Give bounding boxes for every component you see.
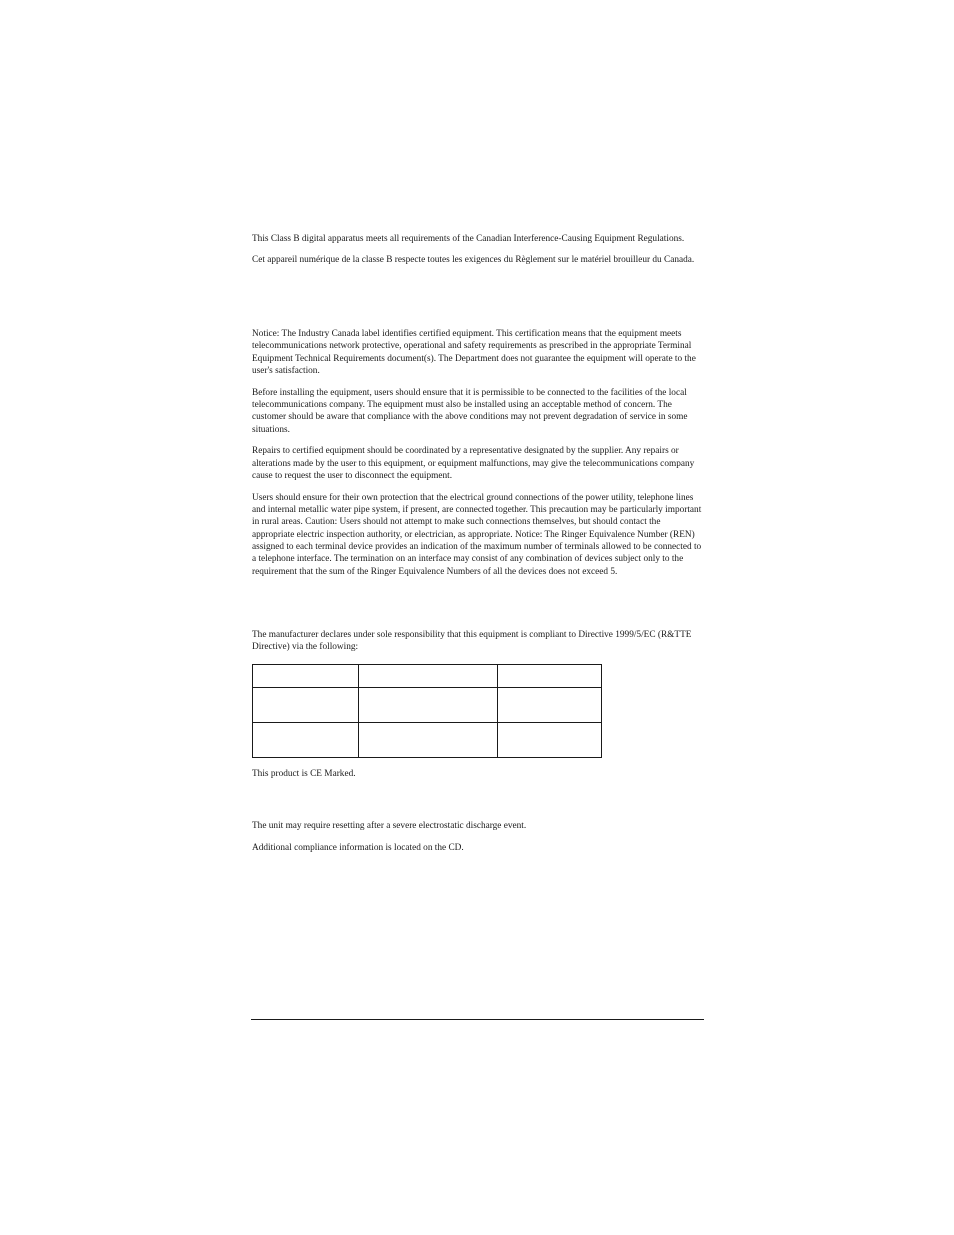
table-cell bbox=[498, 723, 602, 758]
table-cell bbox=[359, 665, 498, 688]
ce-declaration-section bbox=[252, 629, 704, 654]
grounding-ren-paragraph: Users should ensure for their own protection that the electrical ground connections of the power utility, telephone lines and internal metallic water pipe system, if present, are connected together. This precaution may be particularly important in rural areas. Caution: Users should not attempt to make such connections themselves, but should contact the appropriate electric inspection authority, or electrician, as appropriate. Notice: The Ringer Equivalence Number (REN) assigned to each terminal device provides an indication of the maximum number of terminals allowed to be connected to a telephone interface. The termination on an interface may consist of any combination of devices subject only to the requirement that the sum of the Ringer Equivalence Numbers of all the devices does not exceed 5. bbox=[252, 492, 702, 577]
esd-statement: The unit may require resetting after a severe electrostatic discharge event. bbox=[252, 821, 527, 831]
table-row bbox=[253, 665, 602, 688]
industry-canada-notice: Notice: The Industry Canada label identifies certified equipment. This certification means that the equipment meets telecommunications network protective, operational and safety requirements as prescribed in the appropriate Terminal Equipment Technical Requirements document(s). The Department does not guarantee the equipment will operate to the user's satisfaction. bbox=[252, 329, 696, 376]
canada-emc-french: Cet appareil numérique de la classe B respecte toutes les exigences du Règlement sur le matériel brouilleur du Canada. bbox=[252, 255, 695, 266]
ce-declaration-intro: The manufacturer declares under sole responsibility that this equipment is compliant to Directive 1999/5/EC (R&TTE Directive) via the following: bbox=[252, 630, 692, 653]
table-cell bbox=[359, 688, 498, 723]
table-cell bbox=[253, 665, 359, 688]
ce-marked-statement: This product is CE Marked. bbox=[252, 769, 356, 779]
compliance-standards-table bbox=[252, 664, 602, 758]
cd-statement: Additional compliance information is located on the CD. bbox=[252, 843, 464, 854]
installation-paragraph: Before installing the equipment, users should ensure that it is permissible to be connected to the facilities of the local telecommunications company. The equipment must also be installed using an acceptable method of concern. The customer should be aware that compliance with the above conditions may not prevent degradation of service in some situations. bbox=[252, 387, 688, 435]
footer-divider bbox=[251, 1019, 704, 1020]
table-row bbox=[253, 723, 602, 758]
table-cell bbox=[498, 665, 602, 688]
table-cell bbox=[253, 688, 359, 723]
canada-emc-section bbox=[252, 233, 704, 267]
industry-canada-section bbox=[252, 328, 704, 578]
table-cell bbox=[498, 688, 602, 723]
canada-emc-english: This Class B digital apparatus meets all requirements of the Canadian Interference-Causing Equipment Regulations. bbox=[252, 234, 685, 244]
table-cell bbox=[359, 723, 498, 758]
misc-section bbox=[252, 820, 704, 855]
table-cell bbox=[253, 723, 359, 758]
table-row bbox=[253, 688, 602, 723]
repairs-paragraph: Repairs to certified equipment should be coordinated by a representative designated by the supplier. Any repairs or alterations made by the user to this equipment, or equipment malfunctions, may give the telecommunications company cause to request the user to disconnect the equipment. bbox=[252, 446, 695, 481]
